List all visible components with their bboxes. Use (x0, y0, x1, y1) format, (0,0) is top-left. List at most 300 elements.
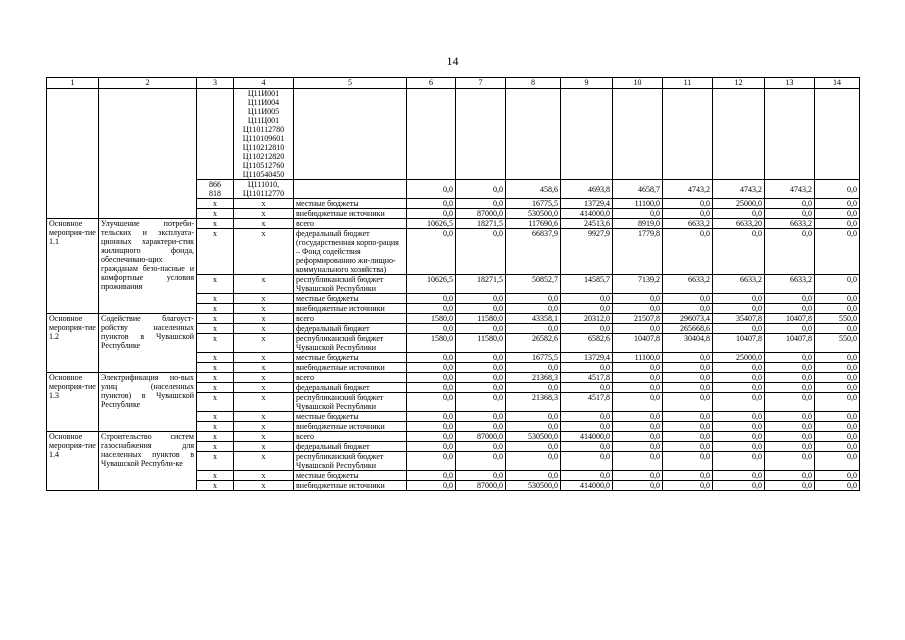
value-cell: 0,0 (663, 363, 713, 373)
value-cell: 0,0 (407, 373, 456, 383)
value-cell: 117690,6 (506, 219, 561, 229)
column-header: 1 (47, 78, 99, 89)
funding-source: республиканский бюджет Чувашской Республики (294, 452, 407, 471)
value-cell: 9927,9 (561, 229, 613, 275)
column-header: 2 (99, 78, 197, 89)
x-cell: х (197, 314, 234, 324)
budget-code: Ц110109601 (242, 134, 285, 143)
value-cell: 0,0 (713, 324, 765, 334)
value-cell: 21368,3 (506, 373, 561, 383)
value-cell: 0,0 (561, 363, 613, 373)
value-cell: 0,0 (713, 383, 765, 393)
x-cell: х (234, 481, 294, 491)
value-cell: 458,6 (506, 180, 561, 199)
budget-code: Ц110540450 (242, 170, 285, 179)
value-cell: 0,0 (407, 180, 456, 199)
value-cell: 0,0 (765, 209, 815, 219)
x-cell: х (197, 412, 234, 422)
table-row (47, 89, 860, 180)
value-cell: 0,0 (815, 432, 860, 442)
value-cell: 0,0 (713, 442, 765, 452)
value-cell: 0,0 (765, 324, 815, 334)
empty-cell (197, 89, 234, 180)
value-cell: 0,0 (663, 412, 713, 422)
value-cell: 0,0 (407, 422, 456, 432)
funding-source: всего (294, 219, 407, 229)
x-cell: х (197, 422, 234, 432)
value-cell: 0,0 (407, 294, 456, 304)
value-cell: 0,0 (765, 481, 815, 491)
value-cell: 0,0 (456, 324, 506, 334)
funding-source: всего (294, 314, 407, 324)
value-cell: 43358,1 (506, 314, 561, 324)
value-cell: 0,0 (815, 304, 860, 314)
value-cell: 0,0 (713, 412, 765, 422)
budget-code: Ц110512760 (242, 161, 285, 170)
value-cell: 0,0 (765, 383, 815, 393)
value-cell: 8919,0 (613, 219, 663, 229)
value-cell: 265668,6 (663, 324, 713, 334)
value-cell: 0,0 (713, 422, 765, 432)
value-cell: 0,0 (713, 209, 765, 219)
x-cell: х (197, 373, 234, 383)
value-cell: 0,0 (713, 294, 765, 304)
value-cell: 0,0 (663, 481, 713, 491)
value-cell: 4693,8 (561, 180, 613, 199)
x-cell: х (197, 442, 234, 452)
value-cell: 0,0 (815, 393, 860, 412)
value-cell: 0,0 (613, 383, 663, 393)
value-cell: 10626,5 (407, 219, 456, 229)
budget-code: Ц110112780 (242, 125, 285, 134)
value-cell: 4658,7 (613, 180, 663, 199)
value-cell: 14585,7 (561, 275, 613, 294)
x-cell: х (234, 219, 294, 229)
activity-type: Основное мероприя-тие 1.1 (47, 219, 99, 314)
value-cell: 0,0 (663, 471, 713, 481)
table-row (47, 314, 860, 324)
value-cell: 0,0 (613, 373, 663, 383)
x-cell: х (197, 383, 234, 393)
funding-source: внебюджетные источники (294, 304, 407, 314)
value-cell: 0,0 (561, 383, 613, 393)
value-cell: 0,0 (407, 393, 456, 412)
funding-source: всего (294, 432, 407, 442)
empty-cell (713, 89, 765, 180)
value-cell: 0,0 (561, 422, 613, 432)
activity-description: Электрификация но-вых улиц (населенных пунктов) в Чувашской Республике (99, 373, 197, 432)
x-cell: х (234, 393, 294, 412)
value-cell: 0,0 (713, 432, 765, 442)
funding-source: местные бюджеты (294, 412, 407, 422)
value-cell: 10626,5 (407, 275, 456, 294)
value-cell: 296073,4 (663, 314, 713, 324)
value-cell: 0,0 (765, 452, 815, 471)
value-cell: 0,0 (713, 304, 765, 314)
funding-source: внебюджетные источники (294, 209, 407, 219)
value-cell: 530500,0 (506, 432, 561, 442)
x-cell: х (234, 432, 294, 442)
activity-description: Улучшение потреби-тельских и эксплуата-ционных характери-стик жилищного фонда, обеспечиваю-щих гражданам безо-пасные и комфортные условия проживания (99, 219, 197, 314)
value-cell: 0,0 (456, 373, 506, 383)
value-cell: 0,0 (663, 393, 713, 412)
x-cell: х (197, 199, 234, 209)
funding-source: всего (294, 373, 407, 383)
value-cell: 13729,4 (561, 199, 613, 209)
value-cell: 0,0 (815, 452, 860, 471)
x-cell: х (234, 353, 294, 363)
value-cell: 0,0 (613, 412, 663, 422)
value-cell: 25000,0 (713, 199, 765, 209)
x-cell: х (234, 471, 294, 481)
value-cell: 26582,6 (506, 334, 561, 353)
value-cell: 0,0 (663, 373, 713, 383)
activity-type: Основное мероприя-тие 1.3 (47, 373, 99, 432)
value-cell: 0,0 (407, 304, 456, 314)
value-cell: 1580,0 (407, 334, 456, 353)
empty-cell (663, 89, 713, 180)
x-cell: х (234, 314, 294, 324)
value-cell: 0,0 (407, 324, 456, 334)
x-cell: х (234, 275, 294, 294)
value-cell: 6633,20 (713, 219, 765, 229)
value-cell: 0,0 (456, 452, 506, 471)
value-cell: 0,0 (456, 393, 506, 412)
column-header: 12 (713, 78, 765, 89)
value-cell: 0,0 (456, 471, 506, 481)
value-cell: 4743,2 (713, 180, 765, 199)
value-cell: 0,0 (765, 373, 815, 383)
x-cell: х (197, 229, 234, 275)
value-cell: 0,0 (815, 324, 860, 334)
value-cell: 0,0 (663, 304, 713, 314)
budget-code: Ц11И004 (247, 98, 280, 107)
x-cell: х (234, 209, 294, 219)
value-cell: 0,0 (713, 373, 765, 383)
value-cell: 0,0 (561, 452, 613, 471)
column-header: 14 (815, 78, 860, 89)
x-cell: х (234, 294, 294, 304)
column-header: 8 (506, 78, 561, 89)
value-cell: 0,0 (561, 304, 613, 314)
value-cell: 0,0 (407, 481, 456, 491)
value-cell: 0,0 (663, 452, 713, 471)
value-cell: 11580,0 (456, 334, 506, 353)
value-cell: 0,0 (765, 229, 815, 275)
value-cell: 0,0 (506, 471, 561, 481)
empty-cell (407, 89, 456, 180)
column-header: 7 (456, 78, 506, 89)
empty-cell (99, 89, 197, 219)
value-cell: 4517,8 (561, 393, 613, 412)
x-cell: х (197, 304, 234, 314)
value-cell: 0,0 (613, 422, 663, 432)
value-cell: 0,0 (456, 229, 506, 275)
value-cell: 0,0 (506, 452, 561, 471)
value-cell: 4743,2 (765, 180, 815, 199)
value-cell: 16775,5 (506, 353, 561, 363)
value-cell: 0,0 (765, 442, 815, 452)
value-cell: 11580,0 (456, 314, 506, 324)
funding-source: местные бюджеты (294, 294, 407, 304)
x-cell: х (197, 393, 234, 412)
funding-source: внебюджетные источники (294, 422, 407, 432)
x-cell: х (234, 383, 294, 393)
value-cell: 1580,0 (407, 314, 456, 324)
value-cell: 0,0 (456, 304, 506, 314)
empty-cell (506, 89, 561, 180)
value-cell: 0,0 (456, 180, 506, 199)
value-cell: 6633,2 (765, 275, 815, 294)
page-number: 14 (446, 54, 459, 68)
value-cell: 0,0 (613, 393, 663, 412)
value-cell: 530500,0 (506, 481, 561, 491)
value-cell: 0,0 (663, 209, 713, 219)
funding-source: внебюджетные источники (294, 363, 407, 373)
value-cell: 0,0 (815, 481, 860, 491)
column-header: 3 (197, 78, 234, 89)
value-cell: 0,0 (613, 363, 663, 373)
column-header: 4 (234, 78, 294, 89)
value-cell: 10407,8 (765, 314, 815, 324)
value-cell: 6633,2 (663, 275, 713, 294)
funding-source: республиканский бюджет Чувашской Республики (294, 393, 407, 412)
value-cell: 0,0 (713, 363, 765, 373)
value-cell: 414000,0 (561, 432, 613, 442)
value-cell: 0,0 (663, 383, 713, 393)
value-cell: 0,0 (613, 452, 663, 471)
funding-source: местные бюджеты (294, 353, 407, 363)
value-cell: 6633,2 (765, 219, 815, 229)
empty-cell (294, 89, 407, 180)
x-cell: х (234, 412, 294, 422)
x-cell: х (197, 363, 234, 373)
value-cell: 50852,7 (506, 275, 561, 294)
activity-description: Содействие благоуст-ройству населенных пунктов в Чувашской Республике (99, 314, 197, 373)
value-cell: 414000,0 (561, 209, 613, 219)
activity-type: Основное мероприя-тие 1.2 (47, 314, 99, 373)
x-cell: х (234, 373, 294, 383)
table-row (47, 373, 860, 383)
value-cell: 21368,3 (506, 393, 561, 412)
value-cell: 0,0 (456, 383, 506, 393)
value-cell: 66837,9 (506, 229, 561, 275)
value-cell: 0,0 (713, 229, 765, 275)
value-cell: 25000,0 (713, 353, 765, 363)
grbs-code-cell: 866 818 (197, 180, 234, 199)
value-cell: 0,0 (407, 412, 456, 422)
x-cell: х (234, 324, 294, 334)
value-cell: 0,0 (613, 209, 663, 219)
funding-source: федеральный бюджет (294, 442, 407, 452)
value-cell: 4517,8 (561, 373, 613, 383)
value-cell: 87000,0 (456, 432, 506, 442)
value-cell: 0,0 (456, 353, 506, 363)
value-cell: 0,0 (765, 412, 815, 422)
funding-source: внебюджетные источники (294, 481, 407, 491)
value-cell: 0,0 (506, 363, 561, 373)
value-cell: 0,0 (506, 422, 561, 432)
funding-source: республиканский бюджет Чувашской Республики (294, 334, 407, 353)
value-cell: 0,0 (663, 199, 713, 209)
value-cell: 0,0 (815, 275, 860, 294)
value-cell: 4743,2 (663, 180, 713, 199)
value-cell: 0,0 (713, 452, 765, 471)
value-cell: 0,0 (663, 294, 713, 304)
value-cell: 0,0 (456, 199, 506, 209)
value-cell: 0,0 (613, 481, 663, 491)
value-cell: 0,0 (765, 304, 815, 314)
value-cell: 0,0 (815, 199, 860, 209)
empty-cell (47, 89, 99, 219)
value-cell: 0,0 (407, 442, 456, 452)
value-cell: 0,0 (815, 180, 860, 199)
value-cell: 30404,8 (663, 334, 713, 353)
x-cell: х (197, 334, 234, 353)
funding-source: федеральный бюджет (294, 324, 407, 334)
value-cell: 10407,8 (765, 334, 815, 353)
value-cell: 0,0 (765, 199, 815, 209)
x-cell: х (197, 294, 234, 304)
value-cell: 0,0 (561, 324, 613, 334)
budget-code: Ц110212820 (242, 152, 285, 161)
value-cell: 24513,6 (561, 219, 613, 229)
activity-description: Строительство систем газоснабжения для населенных пунктов в Чувашской Республи-ке (99, 432, 197, 491)
x-cell: х (234, 363, 294, 373)
value-cell: 0,0 (613, 294, 663, 304)
budget-code: Ц11И005 (247, 107, 280, 116)
value-cell: 0,0 (765, 353, 815, 363)
value-cell: 0,0 (815, 412, 860, 422)
x-cell: х (234, 442, 294, 452)
column-header: 11 (663, 78, 713, 89)
value-cell: 0,0 (765, 422, 815, 432)
value-cell: 0,0 (815, 471, 860, 481)
value-cell: 0,0 (456, 363, 506, 373)
table-row (47, 432, 860, 442)
value-cell: 0,0 (456, 442, 506, 452)
value-cell: 13729,4 (561, 353, 613, 363)
source-cell (294, 180, 407, 199)
value-cell: 11100,0 (613, 199, 663, 209)
value-cell: 0,0 (407, 353, 456, 363)
value-cell: 0,0 (456, 412, 506, 422)
value-cell: 6582,6 (561, 334, 613, 353)
value-cell: 0,0 (506, 442, 561, 452)
column-header: 10 (613, 78, 663, 89)
value-cell: 0,0 (407, 432, 456, 442)
value-cell: 0,0 (815, 219, 860, 229)
budget-code: Ц11И001 (247, 89, 280, 98)
value-cell: 0,0 (713, 471, 765, 481)
value-cell: 0,0 (663, 422, 713, 432)
value-cell: 16775,5 (506, 199, 561, 209)
value-cell: 10407,8 (613, 334, 663, 353)
value-cell: 0,0 (663, 432, 713, 442)
column-header: 13 (765, 78, 815, 89)
x-cell: х (197, 275, 234, 294)
budget-codes-cell (234, 89, 294, 180)
value-cell: 0,0 (506, 412, 561, 422)
funding-source: местные бюджеты (294, 199, 407, 209)
funding-source: федеральный бюджет (государственная корпо-рация – Фонд содействия реформированию жи-лищно-коммунального хозяйства) (294, 229, 407, 275)
value-cell: 0,0 (506, 294, 561, 304)
x-cell: х (234, 199, 294, 209)
value-cell: 550,0 (815, 334, 860, 353)
header-row (47, 78, 860, 89)
value-cell: 0,0 (765, 363, 815, 373)
x-cell: х (234, 334, 294, 353)
column-header: 5 (294, 78, 407, 89)
empty-cell (765, 89, 815, 180)
value-cell: 6633,2 (713, 275, 765, 294)
value-cell: 0,0 (506, 304, 561, 314)
value-cell: 0,0 (815, 229, 860, 275)
value-cell: 0,0 (815, 353, 860, 363)
value-cell: 0,0 (407, 363, 456, 373)
value-cell: 0,0 (815, 442, 860, 452)
value-cell: 0,0 (407, 383, 456, 393)
value-cell: 0,0 (506, 324, 561, 334)
value-cell: 20312,0 (561, 314, 613, 324)
value-cell: 0,0 (561, 294, 613, 304)
value-cell: 0,0 (713, 393, 765, 412)
x-cell: х (197, 452, 234, 471)
funding-source: местные бюджеты (294, 471, 407, 481)
value-cell: 0,0 (815, 383, 860, 393)
value-cell: 0,0 (613, 471, 663, 481)
value-cell: 0,0 (815, 294, 860, 304)
budget-code-cell: Ц111010, Ц110112770 (234, 180, 294, 199)
x-cell: х (197, 481, 234, 491)
value-cell: 0,0 (407, 229, 456, 275)
value-cell: 0,0 (407, 452, 456, 471)
value-cell: 0,0 (815, 209, 860, 219)
value-cell: 550,0 (815, 314, 860, 324)
value-cell: 87000,0 (456, 481, 506, 491)
value-cell: 10407,8 (713, 334, 765, 353)
funding-source: федеральный бюджет (294, 383, 407, 393)
value-cell: 35407,8 (713, 314, 765, 324)
funding-source: республиканский бюджет Чувашской Республики (294, 275, 407, 294)
x-cell: х (197, 471, 234, 481)
x-cell: х (197, 432, 234, 442)
x-cell: х (234, 422, 294, 432)
value-cell: 0,0 (456, 422, 506, 432)
value-cell: 0,0 (407, 209, 456, 219)
x-cell: х (234, 304, 294, 314)
value-cell: 18271,5 (456, 275, 506, 294)
x-cell: х (197, 353, 234, 363)
empty-cell (815, 89, 860, 180)
column-header: 9 (561, 78, 613, 89)
value-cell: 1779,8 (613, 229, 663, 275)
value-cell: 0,0 (407, 199, 456, 209)
value-cell: 0,0 (613, 304, 663, 314)
value-cell: 0,0 (765, 432, 815, 442)
value-cell: 0,0 (613, 442, 663, 452)
value-cell: 0,0 (456, 294, 506, 304)
value-cell: 0,0 (613, 324, 663, 334)
value-cell: 0,0 (815, 422, 860, 432)
x-cell: х (234, 452, 294, 471)
budget-code: Ц110212810 (242, 143, 285, 152)
x-cell: х (234, 229, 294, 275)
x-cell: х (197, 219, 234, 229)
value-cell: 0,0 (506, 383, 561, 393)
value-cell: 0,0 (815, 363, 860, 373)
value-cell: 0,0 (765, 471, 815, 481)
